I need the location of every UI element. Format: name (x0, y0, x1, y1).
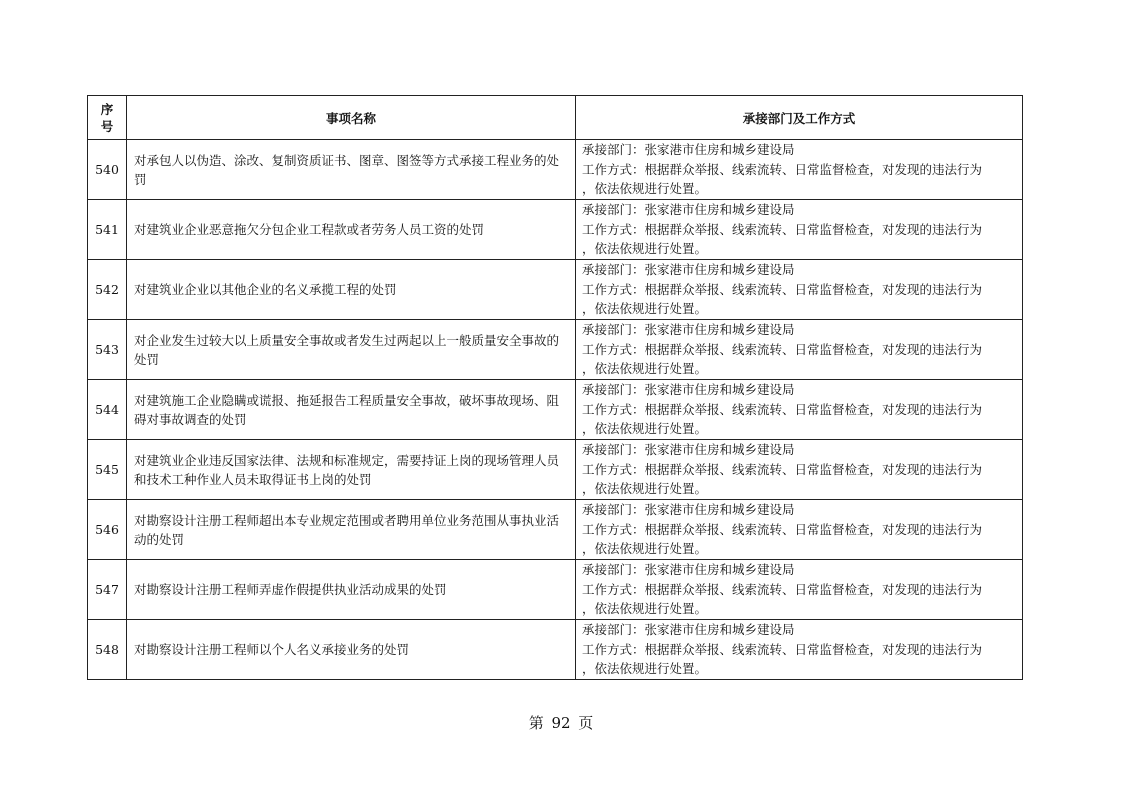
dept-line-1: 承接部门：张家港市住房和城乡建设局 (582, 142, 795, 158)
dept-line-3: ，依法依规进行处置。 (582, 481, 708, 497)
dept-line-1: 承接部门：张家港市住房和城乡建设局 (582, 262, 795, 278)
row-name: 对建筑业企业以其他企业的名义承揽工程的处罚 (127, 260, 576, 320)
row-dept (576, 620, 1023, 680)
header-dept: 承接部门及工作方式 (576, 96, 1023, 140)
row-dept (576, 200, 1023, 260)
dept-line-2: 工作方式：根据群众举报、线索流转、日常监督检查，对发现的违法行为 (582, 521, 983, 537)
row-dept (576, 380, 1023, 440)
table-row (88, 500, 1023, 560)
row-seq: 542 (88, 260, 127, 320)
dept-line-2: 工作方式：根据群众举报、线索流转、日常监督检查，对发现的违法行为 (582, 581, 983, 597)
matters-table (87, 95, 1023, 680)
row-dept (576, 320, 1023, 380)
dept-line-1: 承接部门：张家港市住房和城乡建设局 (582, 202, 795, 218)
table-row (88, 560, 1023, 620)
dept-line-2: 工作方式：根据群众举报、线索流转、日常监督检查，对发现的违法行为 (582, 641, 983, 657)
dept-line-1: 承接部门：张家港市住房和城乡建设局 (582, 382, 795, 398)
dept-line-2: 工作方式：根据群众举报、线索流转、日常监督检查，对发现的违法行为 (582, 161, 983, 177)
row-seq: 545 (88, 440, 127, 500)
dept-line-1: 承接部门：张家港市住房和城乡建设局 (582, 322, 795, 338)
row-dept (576, 260, 1023, 320)
dept-line-3: ，依法依规进行处置。 (582, 241, 708, 257)
header-seq (88, 96, 127, 140)
dept-line-2: 工作方式：根据群众举报、线索流转、日常监督检查，对发现的违法行为 (582, 341, 983, 357)
row-seq: 541 (88, 200, 127, 260)
dept-line-3: ，依法依规进行处置。 (582, 541, 708, 557)
dept-line-2: 工作方式：根据群众举报、线索流转、日常监督检查，对发现的违法行为 (582, 401, 983, 417)
row-name: 对勘察设计注册工程师以个人名义承接业务的处罚 (127, 620, 576, 680)
table-header-row (88, 96, 1023, 140)
page-number: 第 92 页 (528, 714, 594, 732)
table-row (88, 200, 1023, 260)
row-seq: 543 (88, 320, 127, 380)
row-seq: 548 (88, 620, 127, 680)
row-name: 对企业发生过较大以上质量安全事故或者发生过两起以上一般质量安全事故的处罚 (127, 320, 576, 380)
row-name: 对勘察设计注册工程师超出本专业规定范围或者聘用单位业务范围从事执业活动的处罚 (127, 500, 576, 560)
header-name: 事项名称 (127, 96, 576, 140)
dept-line-3: ，依法依规进行处置。 (582, 361, 708, 377)
table-row (88, 140, 1023, 200)
dept-line-3: ，依法依规进行处置。 (582, 181, 708, 197)
row-dept (576, 500, 1023, 560)
row-dept (576, 140, 1023, 200)
row-name: 对建筑业企业恶意拖欠分包企业工程款或者劳务人员工资的处罚 (127, 200, 576, 260)
row-dept (576, 560, 1023, 620)
dept-line-3: ，依法依规进行处置。 (582, 601, 708, 617)
header-seq-line1: 序 (100, 101, 114, 117)
table-row (88, 380, 1023, 440)
dept-line-2: 工作方式：根据群众举报、线索流转、日常监督检查，对发现的违法行为 (582, 281, 983, 297)
table-row (88, 260, 1023, 320)
row-seq: 540 (88, 140, 127, 200)
table-row (88, 620, 1023, 680)
dept-line-1: 承接部门：张家港市住房和城乡建设局 (582, 622, 795, 638)
row-name: 对承包人以伪造、涂改、复制资质证书、图章、图签等方式承接工程业务的处罚 (127, 140, 576, 200)
table-row (88, 320, 1023, 380)
row-seq: 547 (88, 560, 127, 620)
header-seq-line2: 号 (100, 118, 114, 134)
dept-line-3: ，依法依规进行处置。 (582, 421, 708, 437)
row-name: 对建筑业企业违反国家法律、法规和标准规定，需要持证上岗的现场管理人员和技术工种作业人员未取得证书上岗的处罚 (127, 440, 576, 500)
row-name: 对建筑施工企业隐瞒或谎报、拖延报告工程质量安全事故，破坏事故现场、阻碍对事故调查的处罚 (127, 380, 576, 440)
dept-line-2: 工作方式：根据群众举报、线索流转、日常监督检查，对发现的违法行为 (582, 221, 983, 237)
dept-line-2: 工作方式：根据群众举报、线索流转、日常监督检查，对发现的违法行为 (582, 461, 983, 477)
row-seq: 544 (88, 380, 127, 440)
row-seq: 546 (88, 500, 127, 560)
dept-line-3: ，依法依规进行处置。 (582, 301, 708, 317)
row-dept (576, 440, 1023, 500)
table-row (88, 440, 1023, 500)
dept-line-1: 承接部门：张家港市住房和城乡建设局 (582, 442, 795, 458)
dept-line-1: 承接部门：张家港市住房和城乡建设局 (582, 502, 795, 518)
dept-line-1: 承接部门：张家港市住房和城乡建设局 (582, 562, 795, 578)
row-name: 对勘察设计注册工程师弄虚作假提供执业活动成果的处罚 (127, 560, 576, 620)
dept-line-3: ，依法依规进行处置。 (582, 661, 708, 677)
